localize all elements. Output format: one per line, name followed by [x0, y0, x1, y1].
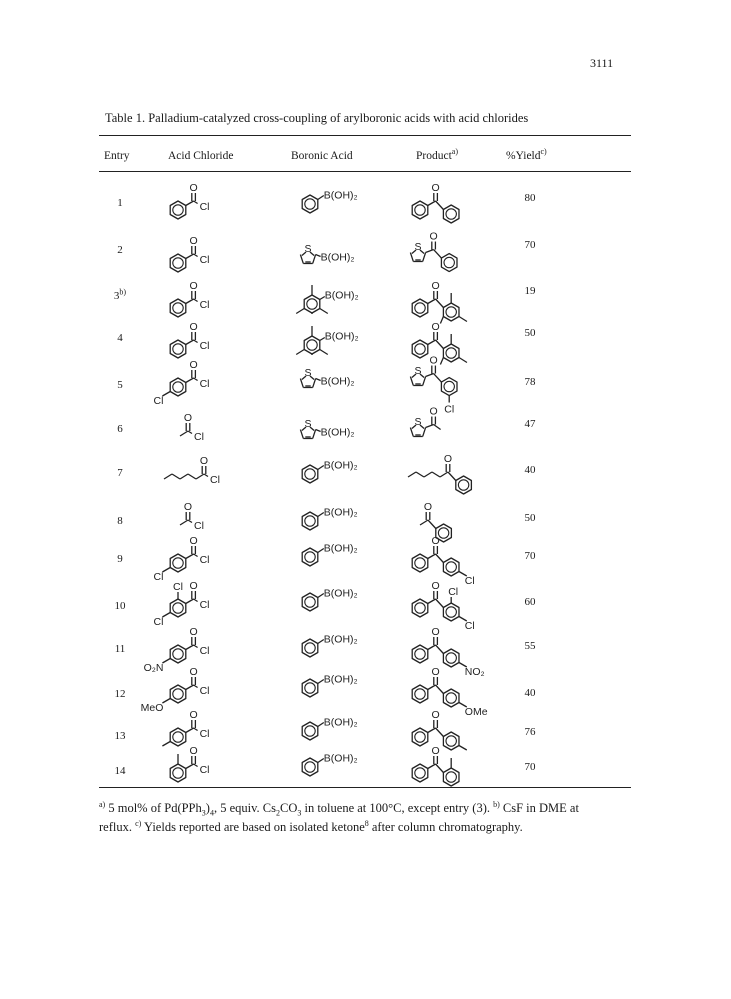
footnote-a-sub-3: 2 [275, 808, 280, 818]
yield-value: 19 [524, 285, 536, 297]
footnote-a-mark: a) [99, 799, 106, 809]
footnote-b-mark: b) [493, 799, 500, 809]
chlorine-label: Cl [199, 728, 210, 740]
footnote-b-text: CsF in DME at [499, 801, 579, 815]
oxygen-label: O [423, 501, 433, 513]
c-cl-bond [194, 685, 198, 688]
c-cl-bond [194, 254, 198, 257]
yield-value: 70 [524, 761, 536, 773]
chlorine-label: Cl [199, 764, 210, 776]
oxygen-label: O [431, 182, 440, 194]
oxygen-label: O [431, 745, 440, 757]
bond [428, 685, 436, 690]
methyl-bond [320, 309, 328, 314]
yield-value: 78 [524, 376, 536, 388]
bond [426, 374, 434, 377]
sulfur-label: S [414, 416, 422, 428]
oxygen-label: O [431, 280, 440, 292]
bond [436, 764, 444, 773]
footnote-line-2 [99, 818, 639, 837]
aromatic-circle [305, 597, 315, 607]
aromatic-circle [415, 689, 425, 699]
acid-chloride-structure [158, 739, 236, 795]
bond [436, 645, 444, 654]
entry-number-text: 7 [117, 467, 123, 479]
oxygen-label: O [189, 626, 198, 638]
c-cl-bond [194, 764, 198, 767]
bond [434, 374, 442, 383]
chain-bond [432, 472, 440, 477]
entry-number [102, 244, 138, 256]
thiophene-bond [313, 430, 316, 439]
boronic-acid-structure [296, 353, 376, 405]
oxygen-label: O [183, 501, 193, 513]
bond [428, 728, 436, 733]
thiophene-bond [300, 430, 303, 439]
thiophene-bond [313, 255, 316, 264]
boronic-acid-label: B(OH)₂ [323, 716, 358, 729]
bond [428, 520, 436, 529]
oxygen-label: O [429, 405, 438, 418]
aromatic-circle [446, 772, 456, 782]
aromatic-circle [173, 558, 183, 568]
header-yield [506, 147, 547, 162]
entry-number-text: 13 [114, 730, 126, 742]
bond [186, 254, 194, 259]
aromatic-circle [305, 469, 315, 479]
bond [436, 554, 444, 563]
bond [426, 425, 434, 428]
entry-number [102, 600, 138, 612]
methyl-bond [420, 520, 428, 525]
yield-value: 55 [524, 640, 536, 652]
boronic-acid-label: B(OH)₂ [323, 542, 358, 555]
page-number: 3111 [590, 56, 614, 70]
boronic-acid-label: B(OH)₂ [320, 426, 355, 439]
aromatic-circle [415, 649, 425, 659]
sulfur-label: S [414, 365, 422, 377]
chain-bond [440, 472, 448, 477]
oxygen-label: O [189, 182, 198, 194]
bond [426, 250, 434, 253]
aromatic-circle [446, 209, 456, 219]
entry-number [102, 287, 138, 302]
thiophene-bond [423, 428, 426, 437]
entry-number-text: 2 [117, 244, 123, 256]
c-cl-bond [194, 554, 198, 557]
yield-value: 70 [524, 550, 536, 562]
entry-number-text: 14 [114, 765, 126, 777]
table-caption: Table 1. Palladium-catalyzed cross-coupling of arylboronic acids with acid chlorides [105, 111, 529, 125]
header-entry: Entry [104, 150, 130, 162]
aromatic-circle [173, 382, 183, 392]
table-header-rule [99, 171, 631, 172]
bond [428, 299, 436, 304]
chlorine-label: Cl [194, 431, 204, 443]
aromatic-circle [446, 693, 456, 703]
bond [436, 201, 444, 210]
entry-number-text: 12 [114, 688, 126, 700]
boronic-acid-structure [296, 446, 376, 498]
entry-number [102, 332, 138, 344]
bond [428, 645, 436, 650]
bond [428, 554, 436, 559]
entry-number-text: 6 [117, 423, 123, 435]
bond [436, 728, 444, 737]
entry-number-text: 10 [114, 600, 126, 612]
para-substituent-label: Cl [153, 616, 164, 628]
entry-number-text: 4 [117, 332, 123, 344]
yield-value: 50 [524, 512, 536, 524]
footnote-c-mark: c) [135, 818, 142, 828]
yield-value: 40 [524, 687, 536, 699]
chlorine-label: Cl [199, 554, 210, 566]
bond [186, 340, 194, 345]
entry-number [102, 688, 138, 700]
chain-bond [196, 474, 204, 479]
para-substituent-label: MeO [140, 702, 164, 714]
para-substituent-label: O₂N [143, 662, 164, 674]
footnote-a-sub-2: 4 [209, 808, 214, 818]
oxygen-label: O [189, 580, 198, 592]
aromatic-circle [307, 299, 317, 309]
bond [186, 645, 194, 650]
oxygen-label: O [431, 321, 440, 333]
bond [428, 340, 436, 345]
substituent-bond [162, 568, 170, 573]
footnote-c-text: Yields reported are based on isolated ketone [141, 820, 365, 834]
ortho-substituent-label: Cl [173, 581, 183, 593]
thiophene-bond [300, 255, 303, 264]
c-cl-bond [194, 645, 198, 648]
footnote-a-text-5: in toluene at 100°C, except entry (3). [301, 801, 494, 815]
aromatic-circle [446, 607, 456, 617]
substituent-bond [162, 392, 170, 397]
boronic-acid-label: B(OH)₂ [323, 587, 358, 600]
oxygen-label: O [189, 745, 198, 757]
oxygen-label: O [431, 666, 440, 678]
methyl-bond [180, 431, 188, 436]
aromatic-circle [305, 516, 315, 526]
footnote-a-sub-1: 3 [201, 808, 206, 818]
aromatic-circle [307, 340, 317, 350]
oxygen-label: O [443, 453, 453, 465]
entry-number [102, 379, 138, 391]
c-cl-bond [188, 431, 192, 434]
aromatic-circle [415, 303, 425, 313]
aromatic-circle [305, 643, 315, 653]
aromatic-circle [415, 558, 425, 568]
chlorine-label: Cl [199, 299, 210, 311]
yield-value: 60 [524, 596, 536, 608]
acid-chloride-structure [158, 176, 236, 232]
aromatic-circle [173, 649, 183, 659]
acid-chloride-structure [153, 353, 236, 409]
sulfur-label: S [304, 243, 312, 255]
para-substituent-label: Cl [153, 395, 164, 407]
aromatic-circle [173, 603, 183, 613]
entry-number [102, 423, 138, 435]
bond [436, 299, 444, 308]
yield-value: 70 [524, 239, 536, 251]
footnotes [99, 799, 639, 837]
boronic-acid-label: B(OH)₂ [323, 752, 358, 765]
chain-bond [408, 472, 416, 477]
oxygen-label: O [431, 580, 440, 592]
bond [186, 685, 194, 690]
oxygen-label: O [189, 535, 198, 547]
entry-number [102, 197, 138, 209]
entry-number [102, 467, 138, 479]
footnote-c-ref: 8 [364, 818, 369, 828]
aromatic-circle [415, 768, 425, 778]
entry-number [102, 643, 138, 655]
aromatic-circle [444, 381, 454, 391]
boronic-acid-label: B(OH)₂ [323, 459, 358, 472]
thiophene-bond [423, 253, 426, 262]
thiophene-bond [423, 377, 426, 386]
table-top-rule [99, 135, 631, 136]
oxygen-label: O [183, 412, 193, 424]
chlorine-label: Cl [199, 685, 210, 697]
entry-number-text: 9 [117, 553, 123, 565]
bond [436, 599, 444, 608]
aromatic-circle [305, 552, 315, 562]
ortho-substituent-label: Cl [448, 586, 459, 598]
bond [428, 201, 436, 206]
boronic-acid-label: B(OH)₂ [320, 251, 355, 264]
chlorine-label: Cl [194, 520, 204, 532]
sulfur-label: S [304, 418, 312, 430]
chain-bond [416, 472, 424, 477]
oxygen-label: O [429, 230, 438, 243]
bond [186, 728, 194, 733]
aromatic-circle [444, 257, 454, 267]
oxygen-label: O [431, 626, 440, 638]
aromatic-circle [415, 205, 425, 215]
methyl-bond [434, 425, 441, 430]
boronic-acid-label: B(OH)₂ [323, 633, 358, 646]
boronic-acid-label: B(OH)₂ [323, 673, 358, 686]
chlorine-label: Cl [199, 599, 210, 611]
chain-bond [424, 472, 432, 477]
footnote-a-text-4: CO [279, 801, 298, 815]
thiophene-bond [313, 379, 316, 388]
aromatic-circle [305, 683, 315, 693]
chlorine-label: Cl [210, 474, 220, 486]
bond [448, 472, 456, 481]
header-yield-footnote-mark: c) [540, 147, 547, 157]
footnote-a-sub-4: 3 [297, 808, 302, 818]
footnote-a-text-2: ) [205, 801, 210, 815]
methyl-bond [180, 520, 188, 525]
chlorine-label: Cl [199, 340, 210, 352]
boronic-acid-label: B(OH)₂ [324, 330, 359, 343]
boronic-acid-structure [296, 739, 376, 791]
header-product [416, 147, 458, 162]
entry-number [102, 515, 138, 527]
thiophene-bond [410, 377, 413, 386]
chlorine-label: Cl [199, 645, 210, 657]
aromatic-circle [415, 603, 425, 613]
chain-bond [172, 474, 180, 479]
footnote-b-text-2: reflux. [99, 820, 136, 834]
bond [186, 201, 194, 206]
oxygen-label: O [189, 666, 198, 678]
entry-number-text: 5 [117, 379, 123, 391]
para-substituent-label: Cl [444, 403, 455, 416]
header-product-label: Product [416, 150, 452, 162]
para-substituent-label: NO₂ [464, 666, 485, 678]
chain-bond [180, 474, 188, 479]
bond [186, 764, 194, 769]
boronic-acid-label: B(OH)₂ [323, 189, 358, 202]
footnote-line-1 [99, 799, 639, 818]
chlorine-label: Cl [199, 254, 210, 266]
aromatic-circle [173, 258, 183, 268]
bond [186, 554, 194, 559]
substituent-bond [162, 613, 170, 618]
bond [186, 299, 194, 304]
footnote-a-text-3: , 5 equiv. Cs [213, 801, 276, 815]
chlorine-label: Cl [199, 201, 210, 213]
bond [428, 599, 436, 604]
yield-value: 50 [524, 327, 536, 339]
header-yield-label: %Yield [506, 150, 541, 162]
boronic-acid-structure [296, 574, 376, 626]
boronic-acid-label: B(OH)₂ [324, 289, 359, 302]
c-cl-bond [194, 299, 198, 302]
entry-number [102, 765, 138, 777]
boronic-acid-structure [296, 176, 376, 228]
entry-number-text: 3 [113, 290, 120, 302]
bond [434, 250, 442, 259]
c-cl-bond [194, 378, 198, 381]
aromatic-circle [305, 199, 315, 209]
c-cl-bond [188, 520, 192, 523]
c-cl-bond [194, 599, 198, 602]
oxygen-label: O [189, 709, 198, 721]
header-acid-chloride: Acid Chloride [168, 150, 234, 162]
thiophene-bond [410, 428, 413, 437]
footnote-a-text-1: 5 mol% of Pd(PPh [105, 801, 202, 815]
bond [186, 378, 194, 383]
aromatic-circle [305, 726, 315, 736]
entry-number-text: 11 [114, 643, 126, 655]
thiophene-bond [300, 379, 303, 388]
aromatic-circle [173, 303, 183, 313]
entry-number [102, 730, 138, 742]
footnote-c-text-2: after column chromatography. [368, 820, 523, 834]
para-substituent-label: Cl [153, 571, 164, 583]
bond [428, 764, 436, 769]
yield-value: 47 [524, 418, 536, 430]
oxygen-label: O [429, 354, 438, 367]
yield-value: 76 [524, 726, 536, 738]
chain-bond [188, 474, 196, 479]
c-cl-bond [194, 201, 198, 204]
aromatic-circle [173, 689, 183, 699]
c-cl-bond [204, 474, 208, 477]
header-product-footnote-mark: a) [451, 147, 458, 157]
header-boronic-acid: Boronic Acid [291, 150, 353, 162]
aromatic-circle [173, 205, 183, 215]
aromatic-circle [446, 562, 456, 572]
para-substituent-label: OMe [464, 706, 488, 718]
chain-bond [164, 474, 172, 479]
aromatic-circle [458, 480, 468, 490]
sulfur-label: S [304, 367, 312, 379]
thiophene-bond [410, 253, 413, 262]
entry-number [102, 553, 138, 565]
yield-value: 80 [524, 192, 536, 204]
sulfur-label: S [414, 241, 422, 253]
boronic-acid-label: B(OH)₂ [320, 375, 355, 388]
entry-number-text: 8 [117, 515, 123, 527]
c-cl-bond [194, 340, 198, 343]
bond [436, 340, 444, 349]
oxygen-label: O [431, 535, 440, 547]
oxygen-label: O [189, 321, 198, 333]
bond [436, 685, 444, 694]
bond [186, 599, 194, 604]
oxygen-label: O [189, 280, 198, 292]
aromatic-circle [305, 762, 315, 772]
para-substituent-label: Cl [464, 575, 475, 587]
chlorine-label: Cl [199, 378, 210, 390]
oxygen-label: O [189, 359, 198, 371]
boronic-acid-label: B(OH)₂ [323, 506, 358, 519]
para-substituent-label: Cl [464, 620, 475, 632]
methyl-bond [296, 309, 304, 314]
entry-footnote-mark: b) [119, 287, 127, 297]
c-cl-bond [194, 728, 198, 731]
aromatic-circle [173, 768, 183, 778]
oxygen-label: O [431, 709, 440, 721]
yield-value: 40 [524, 464, 536, 476]
entry-number-text: 1 [117, 197, 123, 209]
oxygen-label: O [189, 235, 198, 247]
product-structure [406, 739, 498, 801]
oxygen-label: O [199, 455, 209, 467]
